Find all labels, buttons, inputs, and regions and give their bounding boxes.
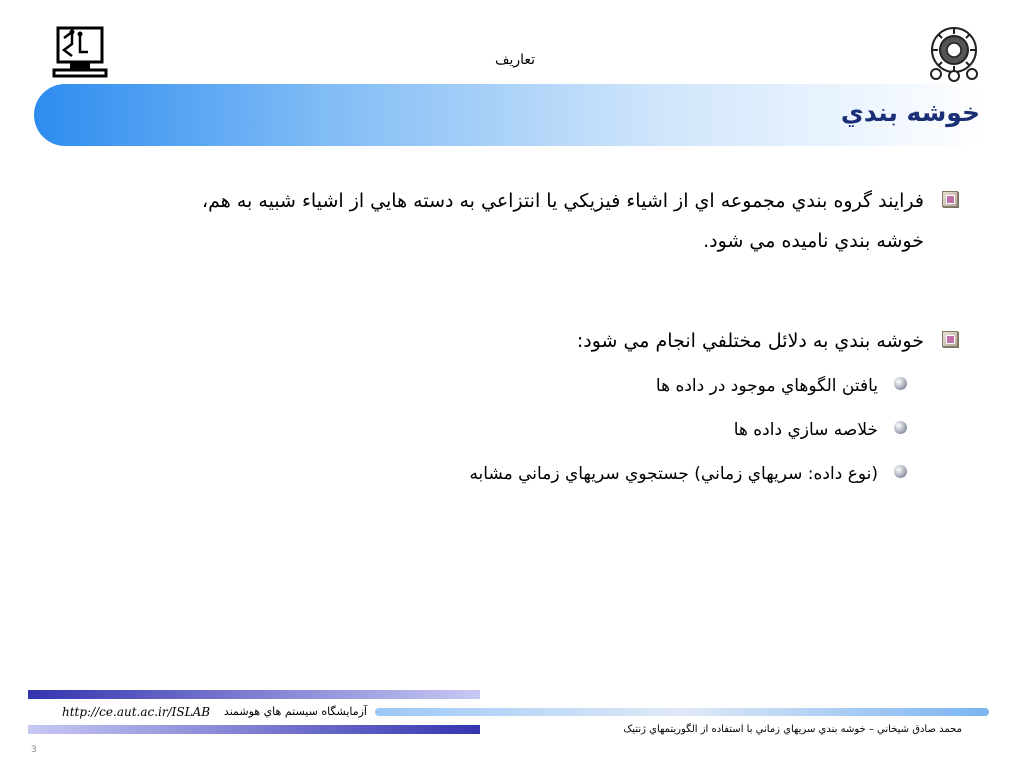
sub-bullet-text-3: (نوع داده: سريهاي زماني) جستجوي سريهاي زماني مشابه: [469, 464, 878, 484]
round-bullet-icon: [894, 377, 907, 390]
computer-circuit-icon: [50, 22, 110, 80]
bullet-text-2: خوشه بندي به دلائل مختلفي انجام مي شود:: [576, 330, 924, 352]
section-title: تعاريف: [494, 52, 536, 68]
footer-bar: [28, 690, 480, 699]
footer-url[interactable]: http://ce.aut.ac.ir/ISLAB: [62, 705, 211, 719]
footer-bar: [375, 708, 989, 716]
page-number: 3: [31, 745, 37, 755]
square-bullet-icon: [942, 191, 958, 207]
slide-title: خوشه بندي: [840, 98, 980, 127]
bullet-text-1: [40, 181, 924, 261]
square-bullet-icon: [942, 331, 958, 347]
bullet-text-1-line-2: خوشه بندي ناميده مي شود.: [703, 230, 924, 252]
footer-bar: [28, 725, 480, 734]
round-bullet-icon: [894, 421, 907, 434]
sub-bullet-text-2: خلاصه سازي داده ها: [733, 420, 878, 440]
sub-bullet-text-1: يافتن الگوهاي موجود در داده ها: [655, 376, 878, 396]
university-emblem-icon: [926, 24, 982, 82]
footer-author: محمد صادق شيخاني – خوشه بندي سريهاي زماني با استفاده از الگوريتمهاي ژنتيک: [623, 724, 962, 735]
bullet-text-1-line-1: فرايند گروه بندي مجموعه اي از اشياء فيزيكي يا انتزاعي به دسته هايي از اشياء شبيه به هم،: [202, 190, 924, 212]
footer-lab-name: آزمايشگاه سيستم هاي هوشمند: [223, 705, 367, 718]
round-bullet-icon: [894, 465, 907, 478]
